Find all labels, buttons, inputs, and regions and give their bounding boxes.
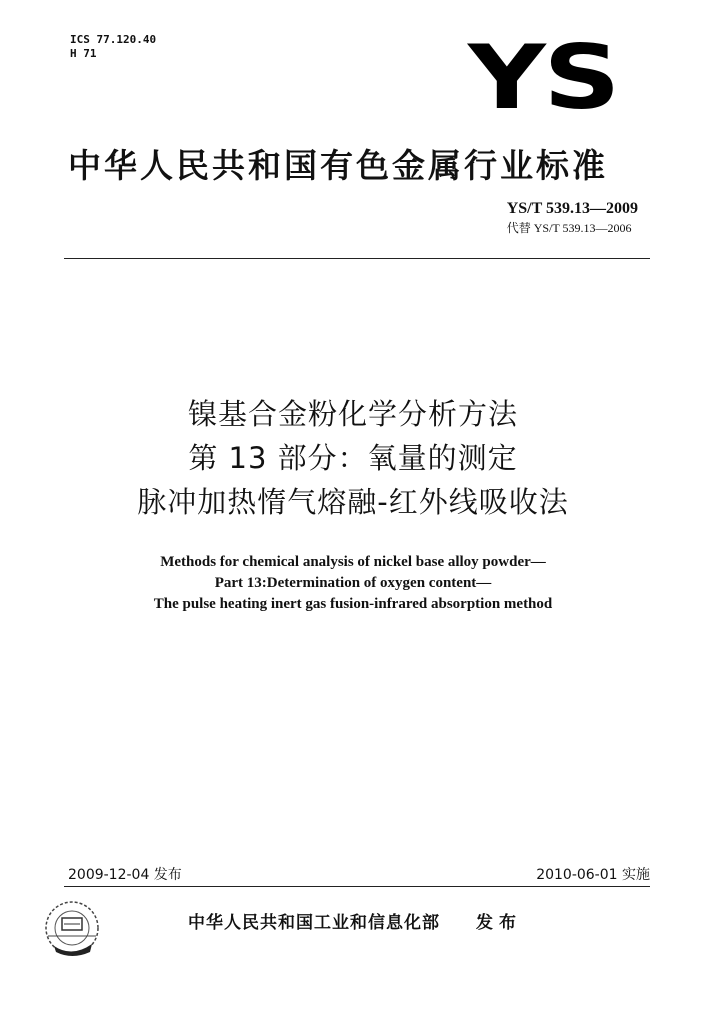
header-divider — [64, 258, 650, 259]
issue-date: 2009-12-04 发布 — [68, 867, 182, 883]
standard-number: YS/T 539.13—2009 — [506, 200, 638, 217]
standard-number-block — [507, 200, 638, 236]
ics-code: ICS 77.120.40 — [70, 33, 157, 46]
chinese-title — [0, 392, 706, 524]
classification-codes — [70, 33, 156, 61]
replaces-standard: 代替 YS/T 539.13—2006 — [506, 221, 632, 235]
english-title — [0, 552, 706, 615]
title-zh-line-2: 第 13 部分：氧量的测定 — [188, 441, 518, 475]
publisher-line — [188, 908, 522, 933]
title-zh-line-3: 脉冲加热惰气熔融-红外线吸收法 — [137, 485, 569, 519]
ys-logo: YS — [468, 26, 619, 129]
publish-action: 发布 — [476, 913, 522, 933]
organization-title: 中华人民共和国有色金属行业标准 — [68, 146, 608, 185]
ccs-code: H 71 — [70, 47, 97, 60]
title-en-line-1: Methods for chemical analysis of nickel base alloy powder— — [160, 554, 546, 570]
title-en-line-2: Part 13:Determination of oxygen content— — [214, 575, 492, 591]
title-en-line-3: The pulse heating inert gas fusion-infrared absorption method — [153, 596, 553, 612]
publisher-seal-icon — [40, 896, 104, 960]
title-zh-line-1: 镍基合金粉化学分析方法 — [187, 397, 518, 431]
publisher-name: 中华人民共和国工业和信息化部 — [188, 913, 440, 933]
footer-divider — [64, 886, 650, 887]
effective-date: 2010-06-01 实施 — [536, 867, 650, 883]
